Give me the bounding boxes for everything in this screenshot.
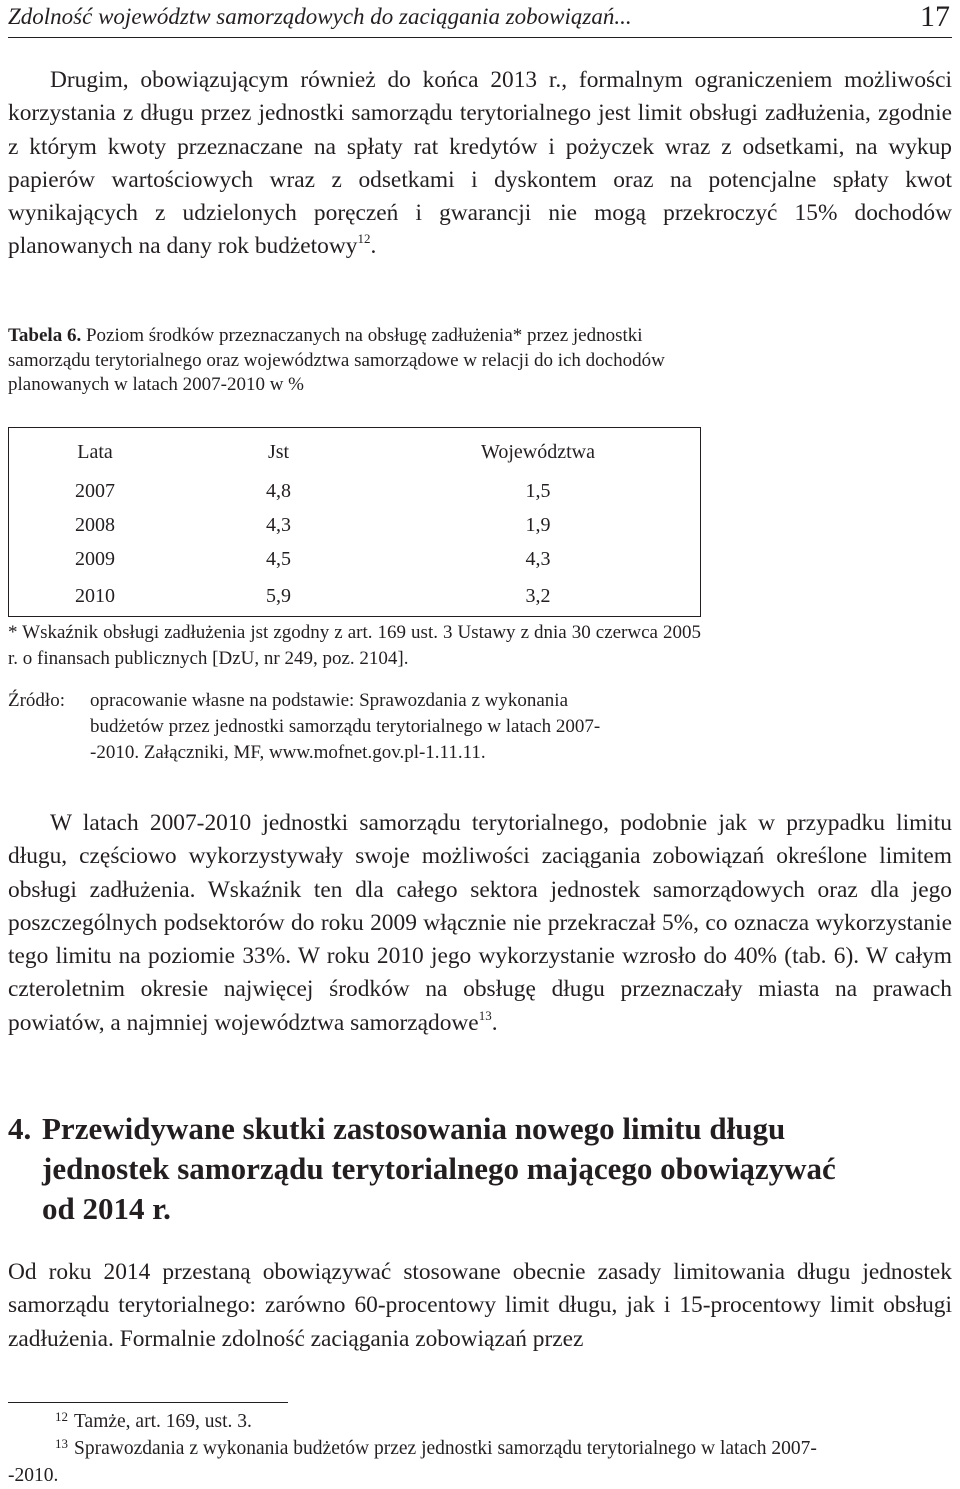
table-cell-wojewodztwa: 1,9 bbox=[525, 513, 551, 536]
paragraph-2-text: W latach 2007-2010 jednostki samorządu terytorialnego, podobnie jak w przypadku limitu długu, częściowo wykorzystywały swoje możliwości zaciągania zobowiązań określone limitem obsługi zadłużenia. Wskaźnik ten dla całego sektora jednostek samorządowych oraz dla jego poszczególnych podsektorów do roku 2009 włącznie nie przekraczał 5%, co oznacza wykorzystanie tego limitu na poziomie 33%. W roku 2010 jego wykorzystanie wzrosło do 40% (tab. 6). W całym czteroletnim okresie najwięcej środków na obsługę długu przeznaczały miasta na prawach powiatów, a najmniej województwa samorządowe bbox=[8, 810, 952, 1036]
section-heading-line-1 bbox=[8, 1109, 836, 1149]
table-cell-wojewodztwa: 3,2 bbox=[525, 584, 551, 607]
footnote-ref-12: 12 bbox=[357, 231, 371, 247]
paragraph-3-text: Od roku 2014 przestaną obowiązywać stosowane obecnie zasady limitowania długu jednostek samorządu terytorialnego: zarówno 60-procentowy limit długu, jak i 15-procentowy limit obsługi zadłużenia. Formalnie zdolność zaciągania zobowiązań przez bbox=[8, 1259, 952, 1352]
table-header-wojewodztwa: Województwa bbox=[481, 440, 595, 463]
page-number: 17 bbox=[920, 0, 950, 33]
paragraph-1-text: Drugim, obowiązującym również do końca 2013 r., formalnym ograniczeniem możliwości korzystania z długu przez jednostki samorządu terytorialnego jest limit obsługi zadłużenia, zgodnie z którym kwoty przeznaczane na spłaty rat kredytów i pożyczek wraz z odsetkami, na wykup papierów wartościowych wraz z odsetkami i dyskontem oraz na potencjalne spłaty kwot wynikających z udzielonych poręczeń i gwarancji nie mogą przekroczyć 15% dochodów planowanych na dany rok budżetowy bbox=[8, 67, 952, 260]
table-cell-jst: 4,5 bbox=[266, 547, 291, 570]
table-cell-year: 2007 bbox=[75, 479, 115, 502]
footnote-13-continuation: -2010. bbox=[8, 1465, 59, 1486]
paragraph-analysis bbox=[8, 807, 952, 1040]
footnote-ref-13: 13 bbox=[478, 1007, 492, 1023]
footnote-13-text: Sprawozdania z wykonania budżetów przez jednostki samorządu terytorialnego w latach 2007- bbox=[74, 1438, 817, 1459]
table-caption-text: Poziom środków przeznaczanych na obsługę zadłużenia* przez jednostki samorządu terytorialnego oraz województwa samorządowe w relacji do ich dochodów planowanych w latach 2007-2010 w % bbox=[8, 325, 665, 395]
table-row bbox=[9, 576, 701, 617]
table-cell-jst: 5,9 bbox=[266, 584, 291, 607]
footnote-divider bbox=[8, 1402, 288, 1403]
table-caption bbox=[8, 324, 708, 398]
table-header-lata: Lata bbox=[77, 440, 113, 463]
table-caption-label: Tabela 6. bbox=[8, 325, 82, 346]
table-row bbox=[9, 542, 701, 576]
table-cell-year: 2009 bbox=[75, 547, 115, 570]
table-header-jst: Jst bbox=[267, 440, 290, 463]
table-cell-wojewodztwa: 1,5 bbox=[525, 479, 551, 502]
footnote-12-num: 12 bbox=[55, 1409, 68, 1424]
source-label: Źródło: bbox=[8, 690, 65, 711]
source-line-1: opracowanie własne na podstawie: Sprawozdania z wykonania bbox=[90, 690, 568, 711]
section-heading bbox=[8, 1109, 836, 1229]
table-cell-jst: 4,3 bbox=[266, 513, 291, 536]
footnote-12-text: Tamże, art. 169, ust. 3. bbox=[74, 1411, 252, 1432]
footnote-13 bbox=[8, 1435, 952, 1489]
table-footnote: * Wskaźnik obsługi zadłużenia jst zgodny z art. 169 ust. 3 Ustawy z dnia 30 czerwca 2005 r. o finansach publicznych [DzU, nr 249, poz. 2104]. bbox=[8, 622, 701, 669]
table-header-row bbox=[9, 428, 701, 475]
source-line-2: budżetów przez jednostki samorządu terytorialnego w latach 2007- bbox=[90, 716, 601, 737]
table-source bbox=[8, 688, 701, 766]
paragraph-limit-obslugi bbox=[8, 64, 952, 264]
table-cell-wojewodztwa: 4,3 bbox=[525, 547, 551, 570]
footnote-13-num: 13 bbox=[55, 1436, 68, 1451]
paragraph-from-2014 bbox=[8, 1256, 952, 1356]
footnote-12 bbox=[8, 1408, 952, 1435]
debt-service-table bbox=[8, 427, 701, 617]
section-title-line-3: od 2014 r. bbox=[42, 1191, 171, 1226]
table-row bbox=[9, 474, 701, 508]
table-cell-year: 2010 bbox=[75, 584, 115, 607]
table-cell-year: 2008 bbox=[75, 513, 115, 536]
section-number: 4. bbox=[8, 1111, 32, 1146]
paragraph-1-end: . bbox=[370, 233, 377, 260]
source-first-line bbox=[8, 688, 701, 714]
footnote-number bbox=[8, 1435, 74, 1462]
running-header-title: Zdolność województw samorządowych do zaciągania zobowiązań... bbox=[8, 4, 632, 29]
table-row bbox=[9, 508, 701, 542]
header-divider bbox=[8, 37, 952, 38]
footnote-number bbox=[8, 1408, 74, 1435]
paragraph-2-end: . bbox=[491, 1009, 498, 1036]
table-cell-jst: 4,8 bbox=[266, 479, 291, 502]
source-line-3: -2010. Załączniki, MF, www.mofnet.gov.pl-1.11.11. bbox=[90, 742, 486, 763]
section-title-line-2: jednostek samorządu terytorialnego mającego obowiązywać bbox=[42, 1151, 836, 1186]
section-title-line-1: Przewidywane skutki zastosowania nowego limitu długu bbox=[42, 1111, 786, 1146]
